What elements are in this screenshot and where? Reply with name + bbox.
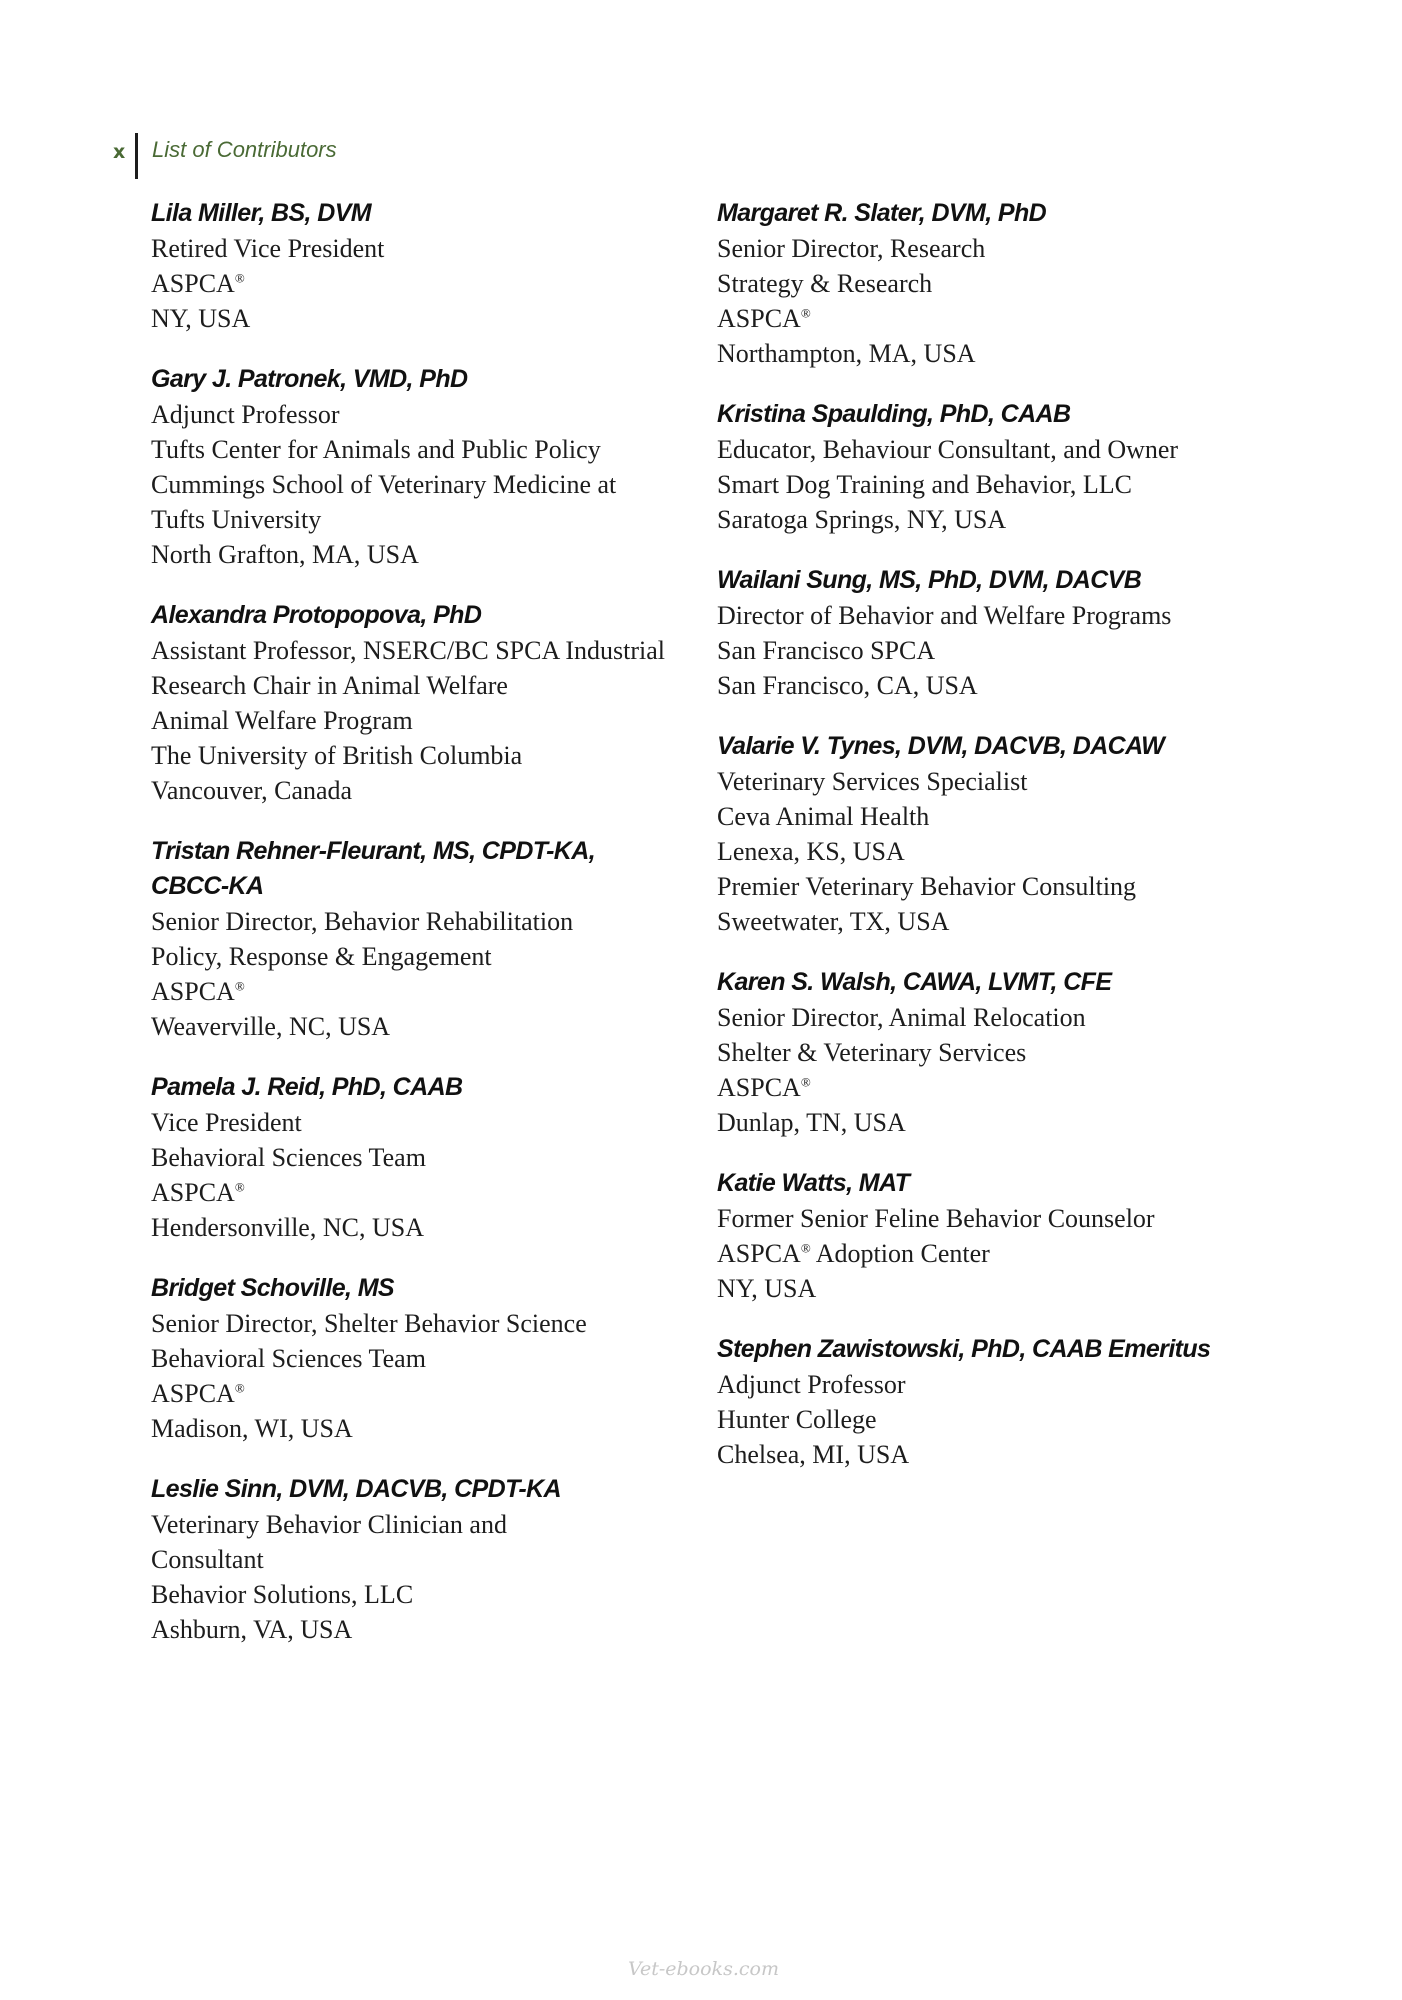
contributor-affiliation-line: San Francisco SPCA bbox=[717, 636, 936, 665]
contributor-affiliation-line: Policy, Response & Engagement bbox=[151, 942, 492, 971]
contributor-affiliation-line: ASPCA® bbox=[151, 1178, 245, 1207]
section-title: List of Contributors bbox=[152, 137, 337, 162]
contributor-name: Bridget Schoville, MS bbox=[151, 1274, 395, 1302]
contributor-name: Leslie Sinn, DVM, DACVB, CPDT-KA bbox=[151, 1475, 562, 1503]
contributor-affiliation-line: Vice President bbox=[151, 1108, 302, 1137]
contributor-affiliation-line: North Grafton, MA, USA bbox=[151, 540, 419, 569]
contributor-entry bbox=[151, 196, 691, 336]
contributor-name: Wailani Sung, MS, PhD, DVM, DACVB bbox=[717, 566, 1142, 594]
contributor-affiliation-line: Saratoga Springs, NY, USA bbox=[717, 505, 1007, 534]
contributor-name: Gary J. Patronek, VMD, PhD bbox=[151, 365, 468, 393]
contributor-affiliation-line: Lenexa, KS, USA bbox=[717, 837, 905, 866]
contributor-name: Lila Miller, BS, DVM bbox=[151, 199, 371, 227]
contributor-affiliation-line: Tufts University bbox=[151, 505, 322, 534]
contributor-affiliation-line: Senior Director, Research bbox=[717, 234, 986, 263]
contributor-affiliation-line: Premier Veterinary Behavior Consulting bbox=[717, 872, 1137, 901]
contributor-entry bbox=[717, 397, 1277, 537]
contributor-name: Tristan Rehner-Fleurant, MS, CPDT-KA, CBCC-KA bbox=[151, 837, 596, 900]
contributor-entry bbox=[151, 1472, 691, 1647]
contributor-affiliation-line: Senior Director, Animal Relocation bbox=[717, 1003, 1086, 1032]
contributor-affiliation-line: Senior Director, Shelter Behavior Science bbox=[151, 1309, 587, 1338]
contributors-column-right bbox=[717, 196, 1277, 1498]
contributor-affiliation-line: Behavioral Sciences Team bbox=[151, 1143, 426, 1172]
contributor-affiliation-line: Cummings School of Veterinary Medicine at bbox=[151, 470, 617, 499]
contributor-affiliation-line: Weaverville, NC, USA bbox=[151, 1012, 391, 1041]
contributor-name: Valarie V. Tynes, DVM, DACVB, DACAW bbox=[717, 732, 1165, 760]
contributor-affiliation-line: Tufts Center for Animals and Public Policy bbox=[151, 435, 601, 464]
contributor-affiliation-line: Northampton, MA, USA bbox=[717, 339, 976, 368]
contributor-entry bbox=[151, 362, 691, 572]
contributor-affiliation-line: Former Senior Feline Behavior Counselor bbox=[717, 1204, 1155, 1233]
contributor-affiliation-line: Senior Director, Behavior Rehabilitation bbox=[151, 907, 574, 936]
contributor-entry bbox=[717, 196, 1277, 371]
contributor-affiliation-line: Shelter & Veterinary Services bbox=[717, 1038, 1027, 1067]
contributor-entry bbox=[717, 563, 1277, 703]
contributor-affiliation-line: Educator, Behaviour Consultant, and Owner bbox=[717, 435, 1179, 464]
contributor-affiliation-line: Veterinary Services Specialist bbox=[717, 767, 1028, 796]
contributor-name: Karen S. Walsh, CAWA, LVMT, CFE bbox=[717, 968, 1112, 996]
contributor-affiliation-line: Smart Dog Training and Behavior, LLC bbox=[717, 470, 1132, 499]
contributor-affiliation-line: Behavior Solutions, LLC bbox=[151, 1580, 414, 1609]
contributor-entry bbox=[151, 598, 691, 808]
watermark-logo: Vet-ebooks.com bbox=[628, 1958, 779, 1980]
contributor-affiliation-line: The University of British Columbia bbox=[151, 741, 523, 770]
running-head bbox=[113, 133, 337, 179]
contributor-affiliation-line: Sweetwater, TX, USA bbox=[717, 907, 950, 936]
contributor-entry bbox=[717, 1332, 1277, 1472]
contributor-affiliation-line: Hunter College bbox=[717, 1405, 877, 1434]
contributor-affiliation-line: Adjunct Professor bbox=[151, 400, 340, 429]
contributor-entry bbox=[151, 1070, 691, 1245]
contributor-entry bbox=[151, 1271, 691, 1446]
contributor-affiliation-line: Consultant bbox=[151, 1545, 264, 1574]
contributor-affiliation-line: ASPCA® Adoption Center bbox=[717, 1239, 990, 1268]
contributor-name: Katie Watts, MAT bbox=[717, 1169, 910, 1197]
contributor-entry bbox=[717, 965, 1277, 1140]
page-number: x bbox=[113, 141, 126, 163]
contributors-column-left bbox=[151, 196, 691, 1673]
contributor-affiliation-line: Animal Welfare Program bbox=[151, 706, 413, 735]
contributor-affiliation-line: Assistant Professor, NSERC/BC SPCA Industrial bbox=[151, 636, 665, 665]
contributor-affiliation-line: Director of Behavior and Welfare Programs bbox=[717, 601, 1172, 630]
header-rule bbox=[135, 133, 138, 179]
contributor-affiliation-line: Chelsea, MI, USA bbox=[717, 1440, 910, 1469]
contributor-affiliation-line: ASPCA® bbox=[717, 304, 811, 333]
contributor-name: Pamela J. Reid, PhD, CAAB bbox=[151, 1073, 463, 1101]
contributor-affiliation-line: ASPCA® bbox=[717, 1073, 811, 1102]
contributor-affiliation-line: Madison, WI, USA bbox=[151, 1414, 353, 1443]
contributor-affiliation-line: Adjunct Professor bbox=[717, 1370, 906, 1399]
contributor-entry bbox=[151, 834, 691, 1044]
contributor-affiliation-line: Ashburn, VA, USA bbox=[151, 1615, 353, 1644]
contributor-name: Margaret R. Slater, DVM, PhD bbox=[717, 199, 1047, 227]
contributor-affiliation-line: Retired Vice President bbox=[151, 234, 385, 263]
contributor-affiliation-line: Research Chair in Animal Welfare bbox=[151, 671, 508, 700]
contributor-affiliation-line: Behavioral Sciences Team bbox=[151, 1344, 426, 1373]
contributor-name: Alexandra Protopopova, PhD bbox=[151, 601, 482, 629]
contributor-affiliation-line: Ceva Animal Health bbox=[717, 802, 930, 831]
contributor-affiliation-line: Strategy & Research bbox=[717, 269, 933, 298]
contributor-name: Kristina Spaulding, PhD, CAAB bbox=[717, 400, 1071, 428]
contributor-affiliation-line: Hendersonville, NC, USA bbox=[151, 1213, 424, 1242]
contributor-affiliation-line: NY, USA bbox=[717, 1274, 817, 1303]
contributor-affiliation-line: Vancouver, Canada bbox=[151, 776, 353, 805]
contributor-affiliation-line: NY, USA bbox=[151, 304, 251, 333]
contributor-entry bbox=[717, 729, 1277, 939]
contributor-affiliation-line: Veterinary Behavior Clinician and bbox=[151, 1510, 507, 1539]
contributor-affiliation-line: ASPCA® bbox=[151, 269, 245, 298]
contributor-affiliation-line: ASPCA® bbox=[151, 977, 245, 1006]
contributor-name: Stephen Zawistowski, PhD, CAAB Emeritus bbox=[717, 1335, 1211, 1363]
contributor-affiliation-line: ASPCA® bbox=[151, 1379, 245, 1408]
contributor-entry bbox=[717, 1166, 1277, 1306]
contributor-affiliation-line: San Francisco, CA, USA bbox=[717, 671, 978, 700]
contributor-affiliation-line: Dunlap, TN, USA bbox=[717, 1108, 906, 1137]
